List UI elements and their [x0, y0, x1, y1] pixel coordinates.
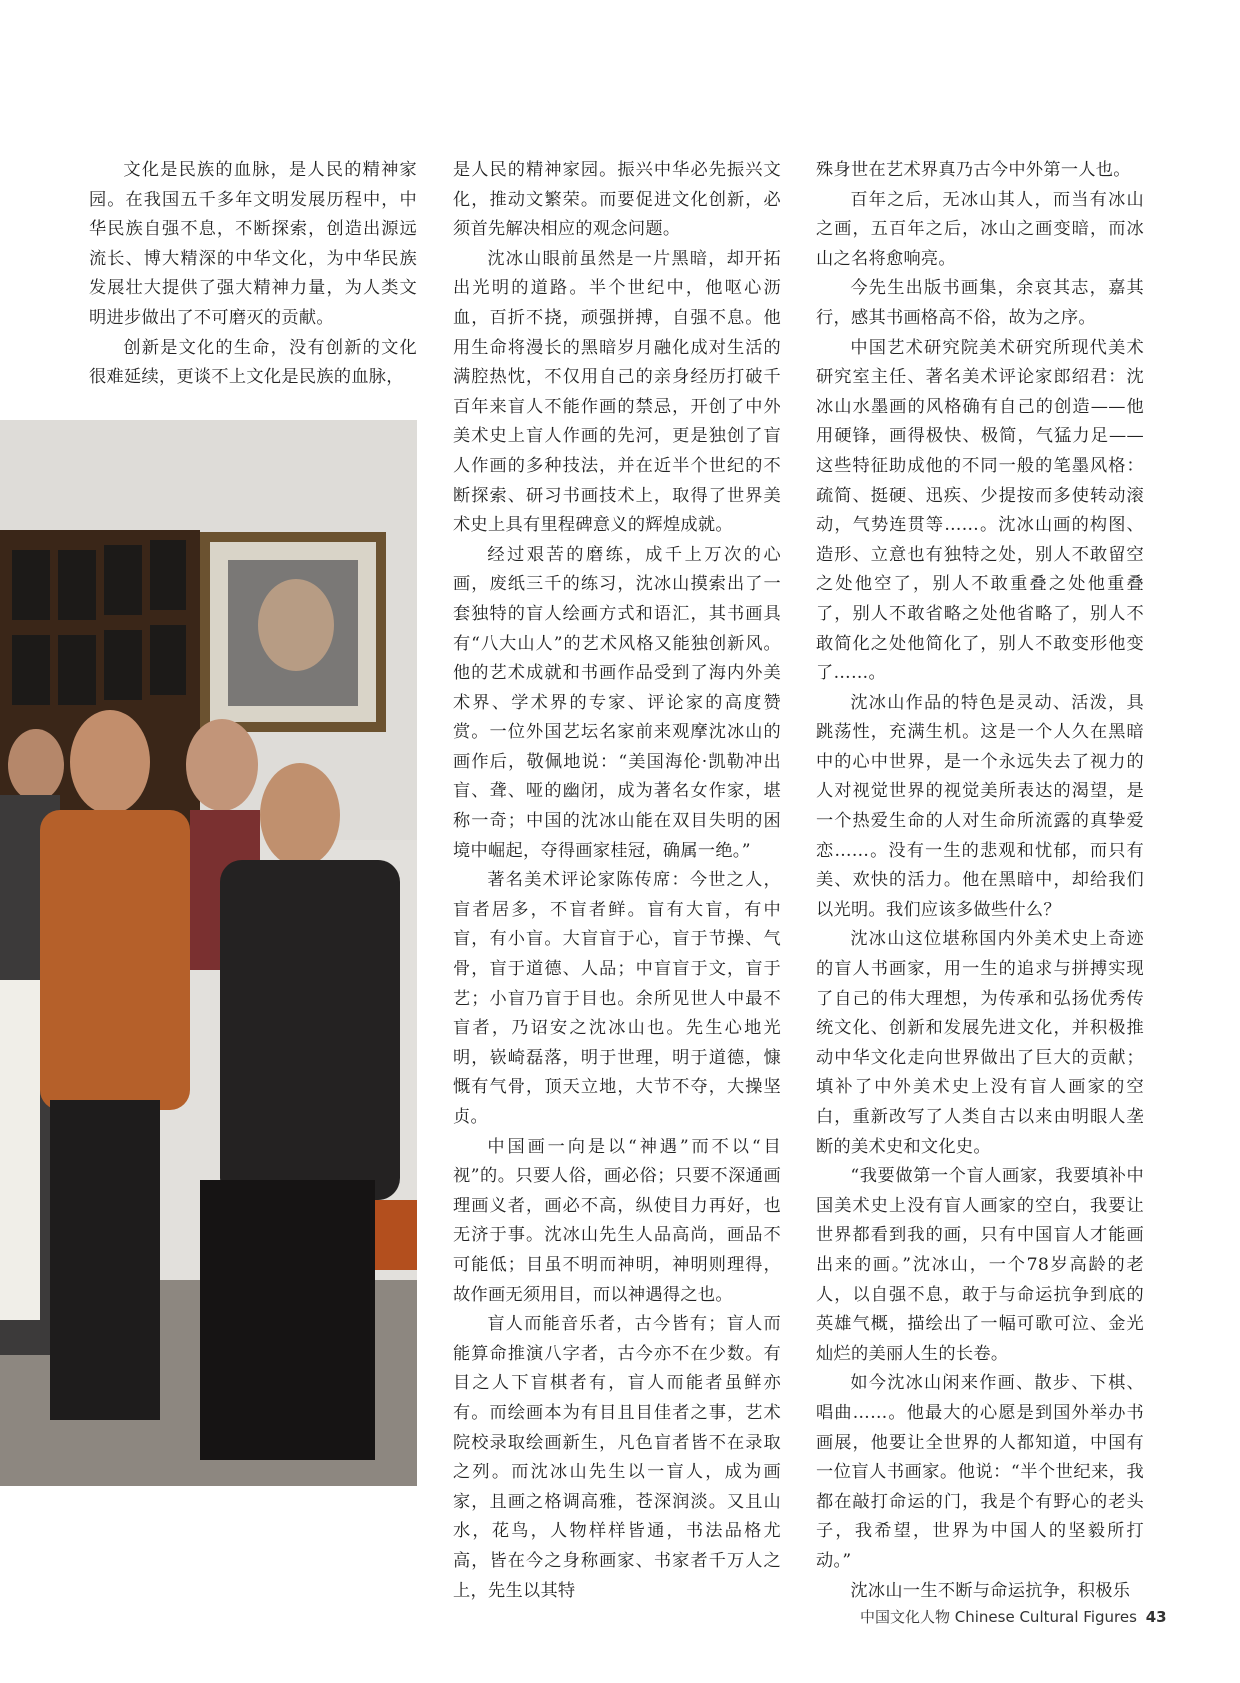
article-column-2 — [453, 156, 781, 1606]
article-column-1 — [89, 156, 417, 393]
paragraph: 文化是民族的血脉，是人民的精神家园。在我国五千多年文明发展历程中，中华民族自强不息，不断探索，创造出源远流长、博大精深的中华文化，为中华民族发展壮大提供了强大精神力量，为人类文明进步做出了不可磨灭的贡献。 — [89, 160, 417, 328]
paragraph: 盲人而能音乐者，古今皆有；盲人而能算命推演八字者，古今亦不在少数。有目之人下盲棋者有，盲人而能者虽鲜亦有。而绘画本为有目且目佳者之事，艺术院校录取绘画新生，凡色盲者皆不在录取之列。而沈冰山先生以一盲人，成为画家，且画之格调高雅，苍深润淡。又且山水，花鸟，人物样样皆通，书法品格尤高，皆在今之身称画家、书家者千万人之上，先生以其特 — [453, 1314, 781, 1601]
paragraph: 创新是文化的生命，没有创新的文化很难延续，更谈不上文化是民族的血脉， — [89, 337, 417, 388]
article-column-3 — [816, 156, 1144, 1606]
paragraph: 百年之后，无冰山其人，而当有冰山之画，五百年之后，冰山之画变暗，而冰山之名将愈响亮。 — [816, 189, 1144, 269]
paragraph: 经过艰苦的磨练，成千上万次的心画，废纸三千的练习，沈冰山摸索出了一套独特的盲人绘画方式和语汇，其书画具有“八大山人”的艺术风格又能独创新风。他的艺术成就和书画作品受到了海内外美术界、学术界的专家、评论家的高度赞赏。一位外国艺坛名家前来观摩沈冰山的画作后，敬佩地说：“美国海伦·凯勒冲出盲、聋、哑的幽闭，成为著名女作家，堪称一奇；中国的沈冰山能在双目失明的困境中崛起，夺得画家桂冠，确属一绝。” — [453, 544, 781, 861]
photo-illustration — [0, 420, 417, 1486]
paragraph: 如今沈冰山闲来作画、散步、下棋、唱曲……。他最大的心愿是到国外举办书画展，他要让全世界的人都知道，中国有一位盲人书画家。他说：“半个世纪来，我都在敲打命运的门，我是个有野心的老头子，我希望，世界为中国人的坚毅所打动。” — [816, 1373, 1144, 1571]
paragraph: 中国艺术研究院美术研究所现代美术研究室主任、著名美术评论家郎绍君：沈冰山水墨画的风格确有自己的创造——他用硬锋，画得极快、极简，气猛力足——这些特征助成他的不同一般的笔墨风格：疏简、挺硬、迅疾、少提按而多使转动滚动，气势连贯等……。沈冰山画的构图、造形、立意也有独特之处，别人不敢留空之处他空了，别人不敢重叠之处他重叠了，别人不敢省略之处他省略了，别人不敢简化之处他简化了，别人不敢变形他变了……。 — [816, 337, 1144, 684]
paragraph: 沈冰山一生不断与命运抗争，积极乐 — [850, 1580, 1131, 1601]
paragraph: 沈冰山作品的特色是灵动、活泼，具跳荡性，充满生机。这是一个人久在黑暗中的心中世界，是一个永远失去了视力的人对视觉世界的视觉美所表达的渴望，是一个热爱生命的人对生命所流露的真挚爱恋……。没有一生的悲观和忧郁，而只有美、欢快的活力。他在黑暗中，却给我们以光明。我们应该多做些什么？ — [816, 692, 1144, 920]
publication-name: 中国文化人物 Chinese Cultural Figures — [860, 1608, 1137, 1626]
paragraph: 著名美术评论家陈传席：今世之人，盲者居多，不盲者鲜。盲有大盲，有中盲，有小盲。大盲盲于心，盲于节操、气骨，盲于道德、人品；中盲盲于文，盲于艺；小盲乃盲于目也。余所见世人中最不盲者，乃诏安之沈冰山也。先生心地光明，嵚崎磊落，明于世理，明于道德，慷慨有气骨，顶天立地，大节不夺，大操坚贞。 — [453, 870, 781, 1127]
page-footer — [860, 1606, 1167, 1627]
paragraph: 沈冰山眼前虽然是一片黑暗，却开拓出光明的道路。半个世纪中，他呕心沥血，百折不挠，顽强拼搏，自强不息。他用生命将漫长的黑暗岁月融化成对生活的满腔热忱，不仅用自己的亲身经历打破千百年来盲人不能作画的禁忌，开创了中外美术史上盲人作画的先河，更是独创了盲人作画的多种技法，并在近半个世纪的不断探索、研习书画技术上，取得了世界美术史上具有里程碑意义的辉煌成就。 — [453, 248, 781, 536]
page-number: 43 — [1145, 1608, 1167, 1626]
paragraph: 中国画一向是以“神遇”而不以“目视”的。只要人俗，画必俗；只要不深通画理画义者，画必不高，纵使目力再好，也无济于事。沈冰山先生人品高尚，画品不可能低；目虽不明而神明，神明则理得，故作画无须用目，而以神遇得之也。 — [453, 1136, 781, 1305]
paragraph: 今先生出版书画集，余哀其志，嘉其行，感其书画格高不俗，故为之序。 — [816, 278, 1144, 328]
paragraph: “我要做第一个盲人画家，我要填补中国美术史上没有盲人画家的空白，我要让世界都看到我的画，只有中国盲人才能画出来的画。”沈冰山，一个78岁高龄的老人，以自强不息，敢于与命运抗争到底的英雄气概，描绘出了一幅可歌可泣、金光灿烂的美丽人生的长卷。 — [816, 1166, 1144, 1364]
paragraph-continued: 是人民的精神家园。振兴中华必先振兴文化，推动文繁荣。而要促进文化创新，必须首先解决相应的观念问题。 — [453, 160, 781, 240]
paragraph-continued: 殊身世在艺术界真乃古今中外第一人也。 — [816, 160, 1131, 180]
group-photo — [0, 420, 417, 1486]
paragraph: 沈冰山这位堪称国内外美术史上奇迹的盲人书画家，用一生的追求与拼搏实现了自己的伟大理想，为传承和弘扬优秀传统文化、创新和发展先进文化，并积极推动中华文化走向世界做出了巨大的贡献；填补了中外美术史上没有盲人画家的空白，重新改写了人类自古以来由明眼人垄断的美术史和文化史。 — [816, 929, 1144, 1157]
